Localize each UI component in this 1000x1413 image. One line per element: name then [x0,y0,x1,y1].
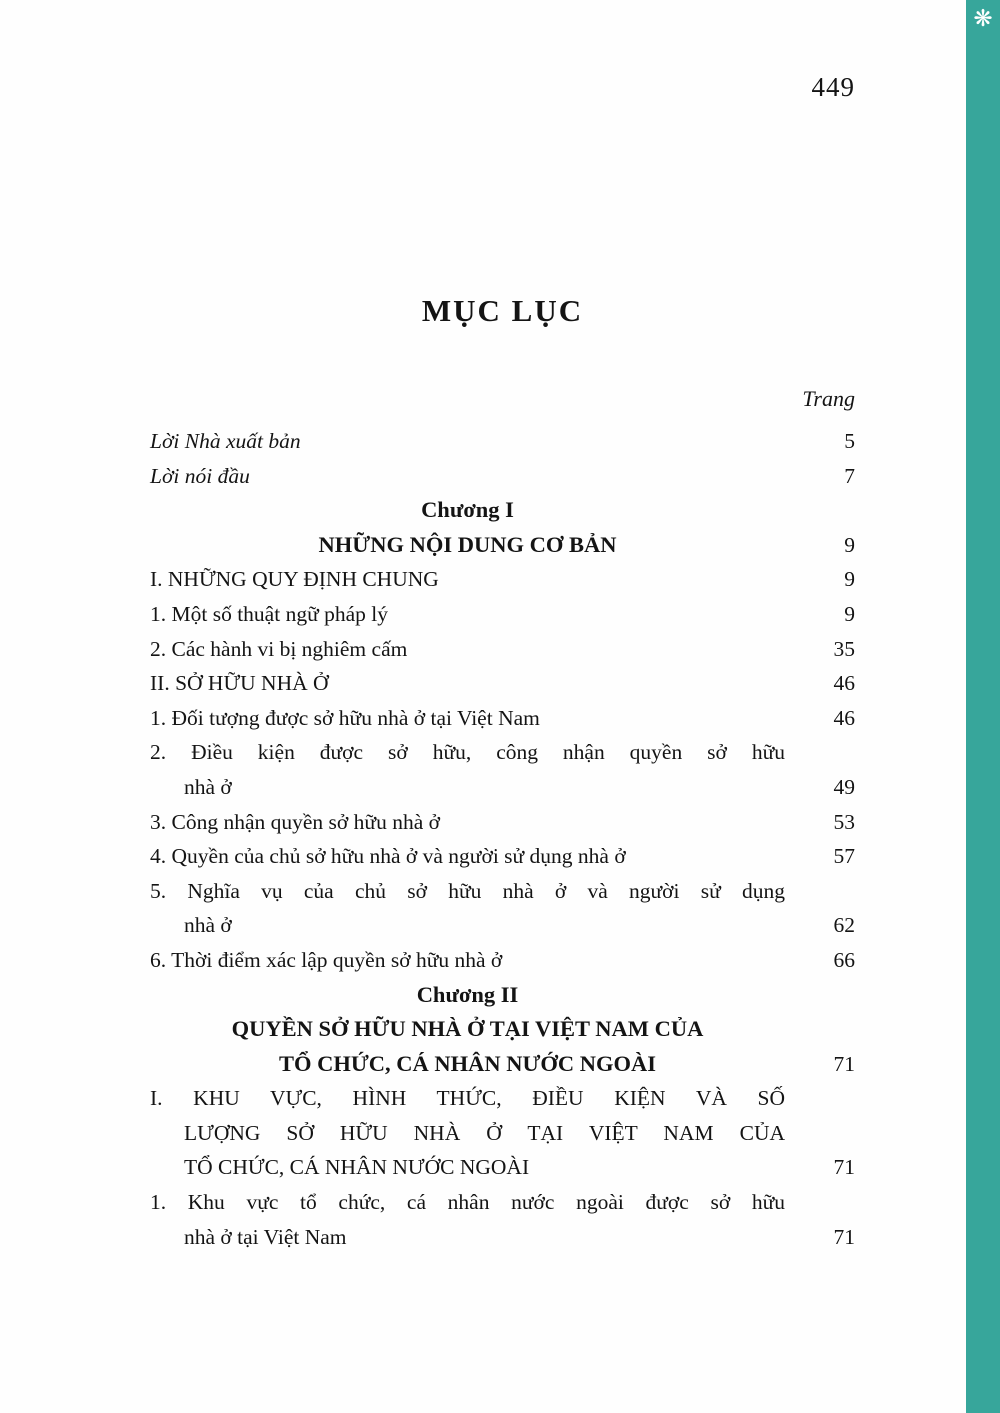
toc-entry-text: 1. Đối tượng được sở hữu nhà ở tại Việt Nam [150,705,540,730]
toc-entry-text: 6. Thời điểm xác lập quyền sở hữu nhà ở [150,947,503,972]
toc-entry-text: 1. Một số thuật ngữ pháp lý [150,601,388,626]
toc-row [150,1012,855,1047]
toc-entry-text: Chương II [416,981,519,1007]
toc-page-number: 9 [844,567,855,592]
toc-page-number: 71 [833,1224,855,1249]
toc-list [150,424,855,1254]
toc-entry-text: NHỮNG NỘI DUNG CƠ BẢN [318,531,617,557]
toc-page-number: 66 [833,947,855,972]
toc-row [150,597,855,632]
toc-row [150,1047,855,1082]
toc-row [150,839,855,874]
toc-page-number: 9 [844,532,855,557]
toc-row [150,493,855,528]
toc-row [150,701,855,736]
accent-strip [966,0,1000,1413]
toc-entry-text: nhà ở [184,913,232,938]
toc-row [150,1150,855,1185]
toc-row [150,1081,855,1116]
flower-asterisk-icon: ❋ [973,6,993,32]
toc-entry-text: LƯỢNG SỞ HỮU NHÀ Ở TẠI VIỆT NAM CỦA [184,1120,785,1145]
toc-page-number: 53 [833,809,855,834]
toc-entry-text: Lời nói đầu [150,463,250,488]
toc-row [150,805,855,840]
toc-page-number: 46 [833,671,855,696]
toc-page-number: 9 [844,601,855,626]
page-title: MỤC LỤC [421,293,584,328]
toc-entry-text: Chương I [421,497,514,523]
toc-entry-text: I. NHỮNG QUY ĐỊNH CHUNG [150,567,439,592]
toc-page-number: 49 [833,774,855,799]
toc-page-number: 62 [833,913,855,938]
toc-row [150,943,855,978]
page-number: 449 [811,72,855,102]
toc-page-number: 71 [833,1051,855,1076]
toc-entry-text: TỔ CHỨC, CÁ NHÂN NƯỚC NGOÀI [184,1155,530,1180]
toc-entry-text: I. KHU VỰC, HÌNH THỨC, ĐIỀU KIỆN VÀ SỐ [150,1086,785,1111]
toc-entry-text: 1. Khu vực tổ chức, cá nhân nước ngoài được sở hữu [150,1190,785,1215]
toc-page-number: 71 [833,1155,855,1180]
toc-page-number: 5 [844,429,855,453]
toc-entry-text: QUYỀN SỞ HỮU NHÀ Ở TẠI VIỆT NAM CỦA [231,1016,704,1042]
toc-row [150,978,855,1013]
toc-entry-text: Lời Nhà xuất bản [150,429,301,453]
toc-entry-text: nhà ở tại Việt Nam [184,1224,347,1249]
toc-entry-text: nhà ở [184,774,232,799]
toc-page-number: 35 [833,636,855,661]
toc-entry-text: 2. Các hành vi bị nghiêm cấm [150,636,408,661]
toc-row [150,735,855,770]
toc-entry-text: 5. Nghĩa vụ của chủ sở hữu nhà ở và người sử dụng [150,878,785,903]
toc-entry-text: TỔ CHỨC, CÁ NHÂN NƯỚC NGOÀI [278,1050,657,1076]
toc-row [150,632,855,667]
toc-page-number: 46 [833,705,855,730]
toc-page-number: 7 [844,463,855,488]
toc-entry-text: 3. Công nhận quyền sở hữu nhà ở [150,809,440,834]
toc-page-number: 57 [833,844,855,869]
toc-row [150,528,855,563]
toc-row [150,874,855,909]
toc-row [150,1116,855,1151]
toc-row [150,1220,855,1255]
toc-entry-text: 2. Điều kiện được sở hữu, công nhận quyền sở hữu [150,740,785,765]
toc-row [150,770,855,805]
trang-column-label: Trang [802,386,855,411]
toc-entry-text: II. SỞ HỮU NHÀ Ở [150,671,329,696]
toc-row [150,424,855,459]
toc-row [150,459,855,494]
toc-row [150,908,855,943]
toc-row [150,1185,855,1220]
toc-entry-text: 4. Quyền của chủ sở hữu nhà ở và người sử dụng nhà ở [150,844,626,869]
toc-row [150,562,855,597]
toc-row [150,666,855,701]
